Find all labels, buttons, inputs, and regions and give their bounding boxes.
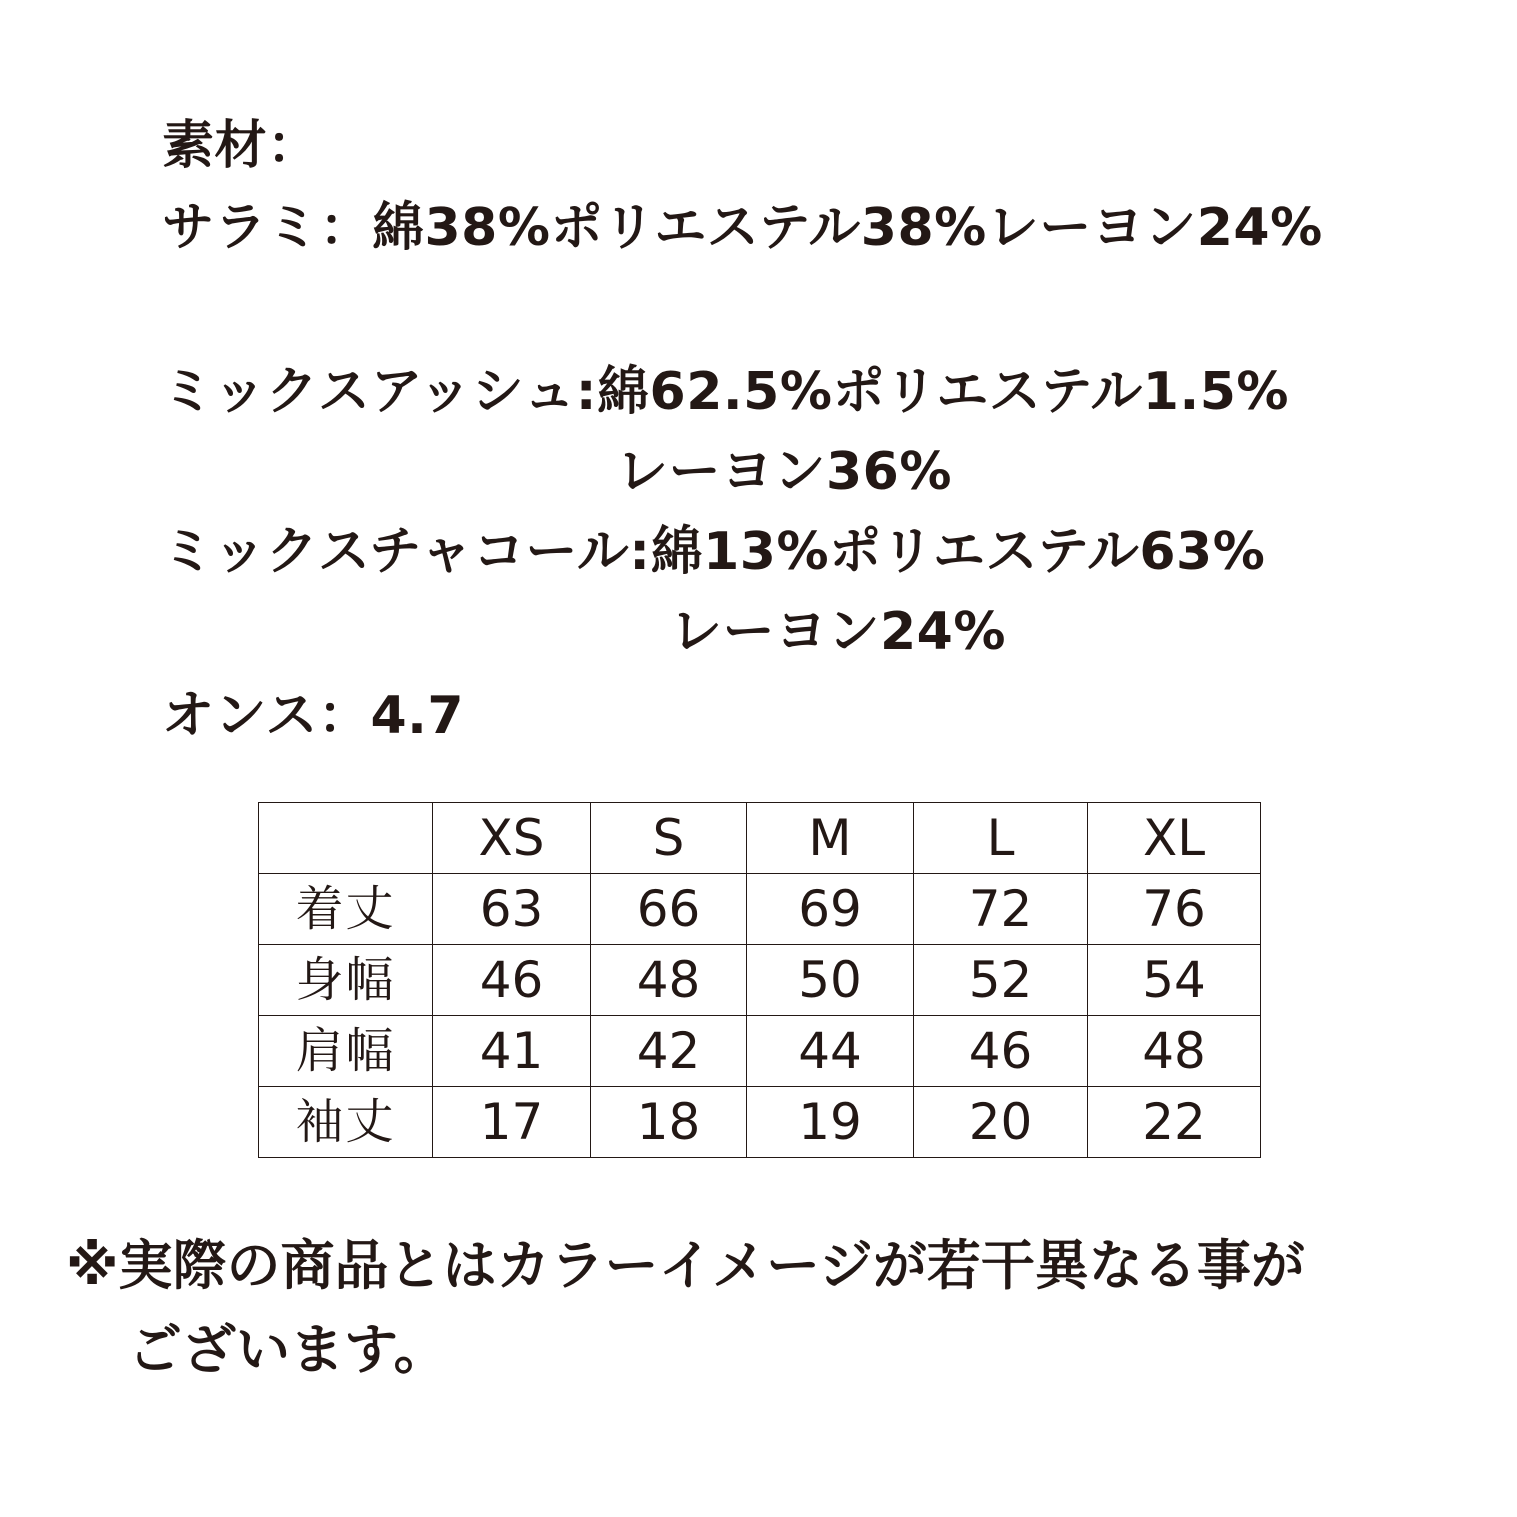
mix-charcoal-composition-line1: ミックスチャコール:綿13%ポリエステル63% [162, 522, 1266, 582]
table-cell: 17 [433, 1087, 591, 1158]
table-cell: 41 [433, 1016, 591, 1087]
table-cell: 20 [914, 1087, 1088, 1158]
row-label-body-width: 身幅 [259, 945, 433, 1016]
table-cell: 66 [591, 874, 747, 945]
ounce-weight: オンス：4.7 [162, 686, 465, 746]
row-label-sleeve-length: 袖丈 [259, 1087, 433, 1158]
table-row [259, 874, 1261, 945]
color-disclaimer-line2: ございます。 [128, 1318, 448, 1381]
table-cell: 76 [1088, 874, 1261, 945]
table-cell: 42 [591, 1016, 747, 1087]
header-cell-s: S [591, 803, 747, 874]
mix-charcoal-composition-line2: レーヨン24% [670, 602, 1006, 662]
table-cell: 63 [433, 874, 591, 945]
table-cell: 48 [591, 945, 747, 1016]
mix-ash-composition-line2: レーヨン36% [616, 442, 952, 502]
salami-composition: サラミ：綿38%ポリエステル38%レーヨン24% [162, 198, 1323, 258]
row-label-shoulder-width: 肩幅 [259, 1016, 433, 1087]
table-cell: 48 [1088, 1016, 1261, 1087]
header-cell-empty [259, 803, 433, 874]
table-row [259, 1087, 1261, 1158]
table-cell: 50 [747, 945, 914, 1016]
table-row [259, 945, 1261, 1016]
table-cell: 46 [914, 1016, 1088, 1087]
table-cell: 69 [747, 874, 914, 945]
color-disclaimer-line1: ※実際の商品とはカラーイメージが若干異なる事が [66, 1234, 1305, 1297]
header-cell-xs: XS [433, 803, 591, 874]
table-row [259, 1016, 1261, 1087]
header-cell-m: M [747, 803, 914, 874]
table-cell: 44 [747, 1016, 914, 1087]
table-cell: 72 [914, 874, 1088, 945]
mix-ash-composition-line1: ミックスアッシュ:綿62.5%ポリエステル1.5% [162, 362, 1289, 422]
table-cell: 19 [747, 1087, 914, 1158]
table-cell: 46 [433, 945, 591, 1016]
header-cell-xl: XL [1088, 803, 1261, 874]
table-cell: 22 [1088, 1087, 1261, 1158]
material-heading: 素材： [162, 116, 320, 176]
table-cell: 18 [591, 1087, 747, 1158]
header-cell-l: L [914, 803, 1088, 874]
table-cell: 54 [1088, 945, 1261, 1016]
size-table [258, 802, 1261, 1158]
size-header-row [259, 803, 1261, 874]
table-cell: 52 [914, 945, 1088, 1016]
row-label-length: 着丈 [259, 874, 433, 945]
